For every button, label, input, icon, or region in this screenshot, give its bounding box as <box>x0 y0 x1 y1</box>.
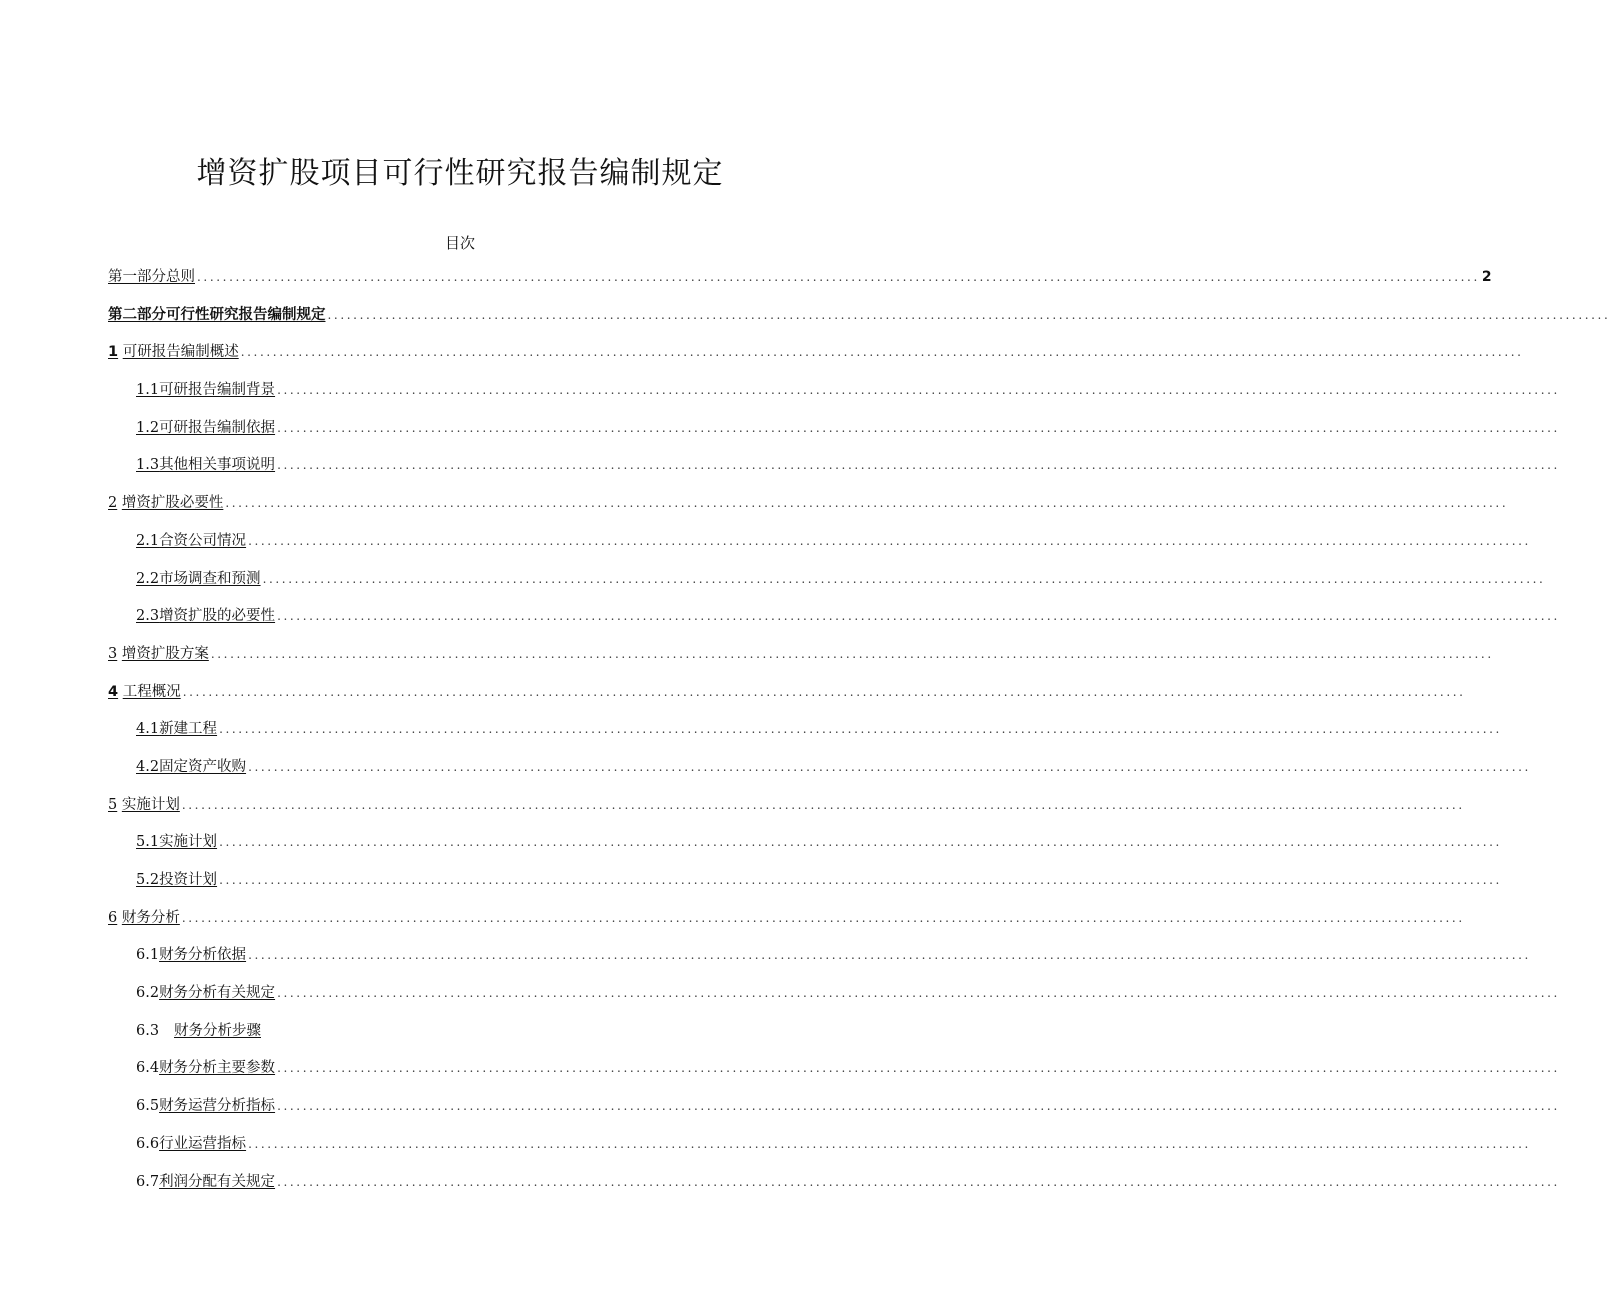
toc-leader-dots: ........................................................................................................................................................................................................ <box>277 1174 1560 1189</box>
toc-entry[interactable] <box>108 1167 1560 1205</box>
toc-leader-dots: ........................................................................................................................................................................................................ <box>248 948 1531 963</box>
toc-entry[interactable] <box>108 1053 1560 1091</box>
toc-entry-number: 5 <box>108 796 118 813</box>
toc-entry[interactable] <box>108 337 1524 375</box>
toc-entry[interactable] <box>108 714 1502 752</box>
toc-entry[interactable] <box>108 1016 808 1054</box>
toc-entry-number: 6.6 <box>136 1135 160 1152</box>
toc-entry-label[interactable]: 实施计划 <box>121 796 180 813</box>
toc-leader-dots: ........................................................................................................................................................................................................ <box>182 684 1466 699</box>
toc-leader-dots: ........................................................................................................................................................................................................ <box>248 759 1531 774</box>
toc-leader-dots: ........................................................................................................................................................................................................ <box>277 420 1560 435</box>
toc-entry-label[interactable]: 可研报告编制概述 <box>122 344 239 361</box>
toc-entry-label[interactable]: 固定资产收购 <box>159 758 247 775</box>
toc-leader-dots: ........................................................................................................................................................................................................ <box>225 496 1509 511</box>
toc-leader-dots: ........................................................................................................................................................................................................ <box>181 910 1465 925</box>
toc-entry-number: 1 <box>108 344 119 361</box>
toc-entry-number: 5.1 <box>136 834 160 851</box>
toc-leader-dots: ........................................................................................................................................................................................................ <box>210 646 1494 661</box>
toc-leader-dots: ........................................................................................................................................................................................................ <box>277 986 1560 1001</box>
toc-entry-label[interactable]: 市场调查和预测 <box>159 570 261 587</box>
toc-entry-number: 6.7 <box>136 1173 160 1190</box>
toc-entry-label[interactable]: 财务分析依据 <box>159 947 247 964</box>
toc-leader-dots: ........................................................................................................................................................................................................ <box>219 873 1502 887</box>
toc-entry[interactable] <box>108 639 1494 677</box>
toc-entry[interactable] <box>108 262 1492 300</box>
toc-entry-label[interactable]: 可研报告编制背景 <box>159 382 276 399</box>
toc-entry[interactable] <box>108 564 1546 602</box>
document-title: 增资扩股项目可行性研究报告编制规定 <box>196 156 724 191</box>
toc-heading: 目次 <box>444 234 475 252</box>
toc-leader-dots: ........................................................................................................................................................................................................ <box>327 307 1610 322</box>
toc-entry-number: 2.3 <box>136 608 160 625</box>
toc-entry[interactable] <box>108 300 1610 338</box>
toc-entry-number: 1.3 <box>136 457 160 474</box>
toc-entry-number: 1.2 <box>136 419 160 436</box>
toc-leader-dots: ........................................................................................................................................................................................................ <box>248 533 1531 548</box>
toc-entry[interactable] <box>108 677 1466 715</box>
toc-entry-label[interactable]: 财务分析步骤 <box>174 1022 261 1039</box>
toc-entry-label[interactable]: 实施计划 <box>159 834 218 851</box>
toc-entry-number: 6.1 <box>136 947 160 964</box>
toc-entry-label[interactable]: 财务运营分析指标 <box>159 1098 276 1115</box>
toc-entry-label[interactable]: 增资扩股的必要性 <box>159 608 276 625</box>
toc-entry-label[interactable]: 利润分配有关规定 <box>159 1173 276 1190</box>
toc-entry[interactable] <box>108 827 1502 865</box>
toc-entry-label[interactable]: 新建工程 <box>159 721 218 738</box>
toc-leader-dots: ........................................................................................................................................................................................................ <box>277 609 1560 624</box>
toc-entry-number: 4 <box>108 683 119 700</box>
table-of-contents <box>108 262 1610 1204</box>
toc-entry-label[interactable]: 第一部分总则 <box>108 269 195 285</box>
toc-leader-dots: ........................................................................................................................................................................................................ <box>277 1061 1560 1076</box>
toc-leader-dots: ........................................................................................................................................................................................................ <box>219 835 1502 850</box>
toc-entry-label[interactable]: 财务分析有关规定 <box>159 985 276 1002</box>
toc-entry-label[interactable]: 第二部分可行性研究报告编制规定 <box>108 306 326 323</box>
toc-entry[interactable] <box>108 488 1509 526</box>
toc-entry-number: 6.5 <box>136 1098 160 1115</box>
toc-entry-label[interactable]: 工程概况 <box>122 683 181 700</box>
toc-leader-dots: ........................................................................................................................................................................................................ <box>248 1136 1531 1151</box>
toc-entry[interactable] <box>108 375 1560 413</box>
toc-leader-dots: ........................................................................................................................................................................................................ <box>240 345 1524 360</box>
toc-entry-label[interactable]: 财务分析 <box>121 909 180 926</box>
toc-entry-number: 1.1 <box>136 382 160 399</box>
toc-entry[interactable] <box>108 865 1502 903</box>
toc-entry-label[interactable]: 增资扩股方案 <box>121 645 209 662</box>
toc-entry-label[interactable]: 行业运营指标 <box>159 1135 247 1152</box>
toc-entry[interactable] <box>108 526 1531 564</box>
toc-entry-label[interactable]: 合资公司情况 <box>159 532 247 549</box>
toc-entry-label[interactable]: 其他相关事项说明 <box>159 457 276 474</box>
toc-entry[interactable] <box>108 601 1560 639</box>
toc-leader-dots: ........................................................................................................................................................................................................ <box>277 458 1560 473</box>
toc-entry-number: 5.2 <box>136 872 160 888</box>
toc-leader-dots: ........................................................................................................................................................................................................ <box>262 571 1546 586</box>
toc-entry[interactable] <box>108 903 1465 941</box>
toc-leader-dots: ........................................................................................................................................................................................................ <box>277 383 1560 398</box>
toc-leader-dots: ........................................................................................................................................................................................................ <box>277 1099 1560 1114</box>
toc-leader-dots: ........................................................................................................................................................................................................ <box>181 797 1465 812</box>
toc-entry[interactable] <box>108 790 1465 828</box>
toc-entry-number: 6.2 <box>136 985 160 1002</box>
toc-entry-number: 3 <box>108 645 118 662</box>
toc-entry-number: 6 <box>108 909 118 926</box>
toc-entry-page: 2 <box>1481 269 1492 285</box>
toc-entry-label[interactable]: 投资计划 <box>159 872 218 888</box>
toc-entry[interactable] <box>108 752 1531 790</box>
toc-entry-number: 6.4 <box>136 1060 160 1077</box>
toc-entry-label[interactable]: 财务分析主要参数 <box>159 1060 276 1077</box>
toc-entry[interactable] <box>108 1091 1560 1129</box>
toc-entry[interactable] <box>108 1129 1531 1167</box>
toc-leader-dots: ........................................................................................................................................................................................................ <box>219 722 1502 737</box>
toc-entry[interactable] <box>108 978 1560 1016</box>
toc-entry-label[interactable]: 可研报告编制依据 <box>159 419 276 436</box>
toc-entry[interactable] <box>108 413 1560 451</box>
toc-entry[interactable] <box>108 450 1560 488</box>
toc-entry-number: 2.1 <box>136 532 160 549</box>
toc-entry-number: 4.1 <box>136 721 160 738</box>
toc-entry-label[interactable]: 增资扩股必要性 <box>121 495 224 512</box>
toc-entry-number: 4.2 <box>136 758 160 775</box>
toc-entry-number: 6.3 <box>136 1022 160 1039</box>
toc-leader-dots: ........................................................................................................................................................................................................ <box>197 270 1480 284</box>
toc-entry[interactable] <box>108 940 1531 978</box>
toc-entry-number: 2 <box>108 495 118 512</box>
toc-entry-number: 2.2 <box>136 570 160 587</box>
